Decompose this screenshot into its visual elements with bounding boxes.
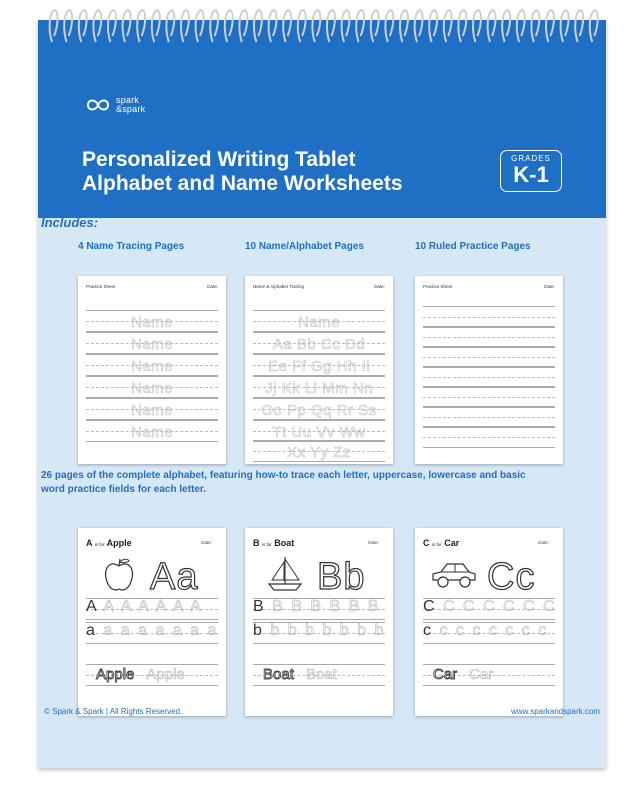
binding-ring	[546, 10, 554, 42]
binding-ring	[356, 10, 364, 42]
letter-heading: A is for Apple	[86, 538, 132, 548]
binding-ring	[269, 10, 277, 42]
trace-row: Name	[86, 310, 218, 332]
logo-icon	[84, 96, 112, 114]
includes-heading: Includes:	[41, 215, 99, 230]
logo-text-line1: spark	[116, 95, 140, 105]
alphabet-row: Ee Ff Gg Hh Ii	[253, 354, 385, 376]
binding-ring	[196, 10, 204, 42]
binding-ring	[502, 10, 510, 42]
lowercase-row: c c c c c c c c	[423, 622, 549, 639]
spiral-binding	[38, 6, 606, 46]
binding-ring	[575, 10, 583, 42]
letter-sheet-b	[245, 528, 393, 716]
ruled-row	[423, 346, 555, 368]
brand-logo	[84, 96, 145, 114]
binding-ring	[517, 10, 525, 42]
uppercase-row: C C C C C C C	[423, 598, 557, 615]
alphabet-row: Xx Yy Zz	[253, 440, 385, 462]
trace-row: Name	[86, 354, 218, 376]
big-letter-pair: Aa	[150, 556, 199, 598]
sheet-title: Name & Alphabet Tracing	[253, 284, 305, 289]
lowercase-row: a a a a a a a a	[86, 622, 219, 639]
trace-row: Name	[253, 310, 385, 332]
alphabet-description: 26 pages of the complete alphabet, featuring how-to trace each letter, uppercase, lowercase and basic word practice fields for each letter.	[41, 470, 526, 495]
sheet-date-label: Date:	[544, 284, 555, 289]
ruled-row	[423, 366, 555, 388]
binding-ring	[312, 10, 320, 42]
binding-ring	[590, 10, 598, 42]
big-letter-pair: Bb	[317, 556, 366, 598]
sheet-date-label: Date:	[207, 284, 218, 289]
binding-ring	[225, 10, 233, 42]
big-letter-pair: Cc	[487, 556, 536, 598]
name-tracing-sheet	[78, 276, 226, 464]
binding-ring	[342, 10, 350, 42]
title-line2: Alphabet and Name Worksheets	[82, 172, 403, 195]
binding-ring	[400, 10, 408, 42]
alphabet-row: Oo Pp Qq Rr Ss	[253, 398, 385, 420]
binding-ring	[79, 10, 87, 42]
binding-ring	[210, 10, 218, 42]
word-practice-row: Car Car	[433, 666, 494, 683]
sheet-title: Practice Sheet	[423, 284, 453, 289]
alphabet-row: Aa Bb Cc Dd	[253, 332, 385, 354]
alphabet-row: Tt Uu Vv Ww	[253, 420, 385, 442]
grades-badge	[500, 150, 562, 192]
binding-ring	[458, 10, 466, 42]
car-icon	[429, 560, 479, 590]
binding-ring	[531, 10, 539, 42]
sheet-date-label: Date:	[368, 540, 379, 545]
sheet-title: Practice Sheet	[86, 284, 116, 289]
title-line1: Personalized Writing Tablet	[82, 148, 356, 171]
trace-row: Name	[86, 398, 218, 420]
binding-ring	[166, 10, 174, 42]
binding-ring	[473, 10, 481, 42]
binding-ring	[415, 10, 423, 42]
grades-label: GRADES	[511, 154, 551, 163]
binding-ring	[385, 10, 393, 42]
binding-ring	[181, 10, 189, 42]
binding-ring	[429, 10, 437, 42]
letter-sheet-a	[78, 528, 226, 716]
ruled-row	[423, 386, 555, 408]
binding-ring	[254, 10, 262, 42]
page-title	[82, 148, 403, 196]
binding-ring	[152, 10, 160, 42]
word-practice-row: Boat Boat	[263, 666, 337, 683]
ruled-row	[423, 406, 555, 428]
alphabet-row: Jj Kk Ll Mm Nn	[253, 376, 385, 398]
ruled-row	[423, 306, 555, 328]
sheet-date-label: Date:	[201, 540, 212, 545]
letter-heading: B is for Boat	[253, 538, 295, 548]
trace-row: Name	[86, 332, 218, 354]
binding-ring	[283, 10, 291, 42]
letter-sheet-c	[415, 528, 563, 716]
letter-heading: C is for Car	[423, 538, 460, 548]
copyright-text: © Spark & Spark | All Rights Reserved.	[44, 707, 183, 716]
tablet-header	[38, 20, 606, 218]
binding-ring	[488, 10, 496, 42]
binding-ring	[444, 10, 452, 42]
binding-ring	[108, 10, 116, 42]
binding-ring	[371, 10, 379, 42]
sailboat-icon	[265, 554, 305, 594]
binding-ring	[239, 10, 247, 42]
grades-value: K-1	[513, 162, 549, 187]
column-label-name-tracing: 4 Name Tracing Pages	[78, 241, 185, 252]
column-label-ruled: 10 Ruled Practice Pages	[415, 241, 531, 252]
binding-ring	[561, 10, 569, 42]
binding-ring	[93, 10, 101, 42]
binding-ring	[327, 10, 335, 42]
ruled-row	[423, 326, 555, 348]
ruled-row	[423, 426, 555, 448]
lowercase-row: b b b b b b b b	[253, 622, 386, 639]
column-label-name-alphabet: 10 Name/Alphabet Pages	[245, 241, 364, 252]
binding-ring	[298, 10, 306, 42]
word-practice-row: Apple Apple	[96, 666, 185, 683]
binding-ring	[137, 10, 145, 42]
logo-text-line2: &spark	[116, 104, 146, 114]
binding-ring	[123, 10, 131, 42]
uppercase-row: B B B B B B B	[253, 598, 381, 615]
sheet-date-label: Date:	[538, 540, 549, 545]
trace-row: Name	[86, 376, 218, 398]
apple-icon	[102, 556, 136, 594]
uppercase-row: A A A A A A A	[86, 598, 203, 615]
sheet-date-label: Date:	[374, 284, 385, 289]
ruled-practice-sheet	[415, 276, 563, 464]
trace-row: Name	[86, 420, 218, 442]
website-link[interactable]: www.sparkandspark.com	[511, 707, 600, 716]
name-alphabet-sheet	[245, 276, 393, 464]
binding-ring	[64, 10, 72, 42]
binding-ring	[50, 10, 58, 42]
